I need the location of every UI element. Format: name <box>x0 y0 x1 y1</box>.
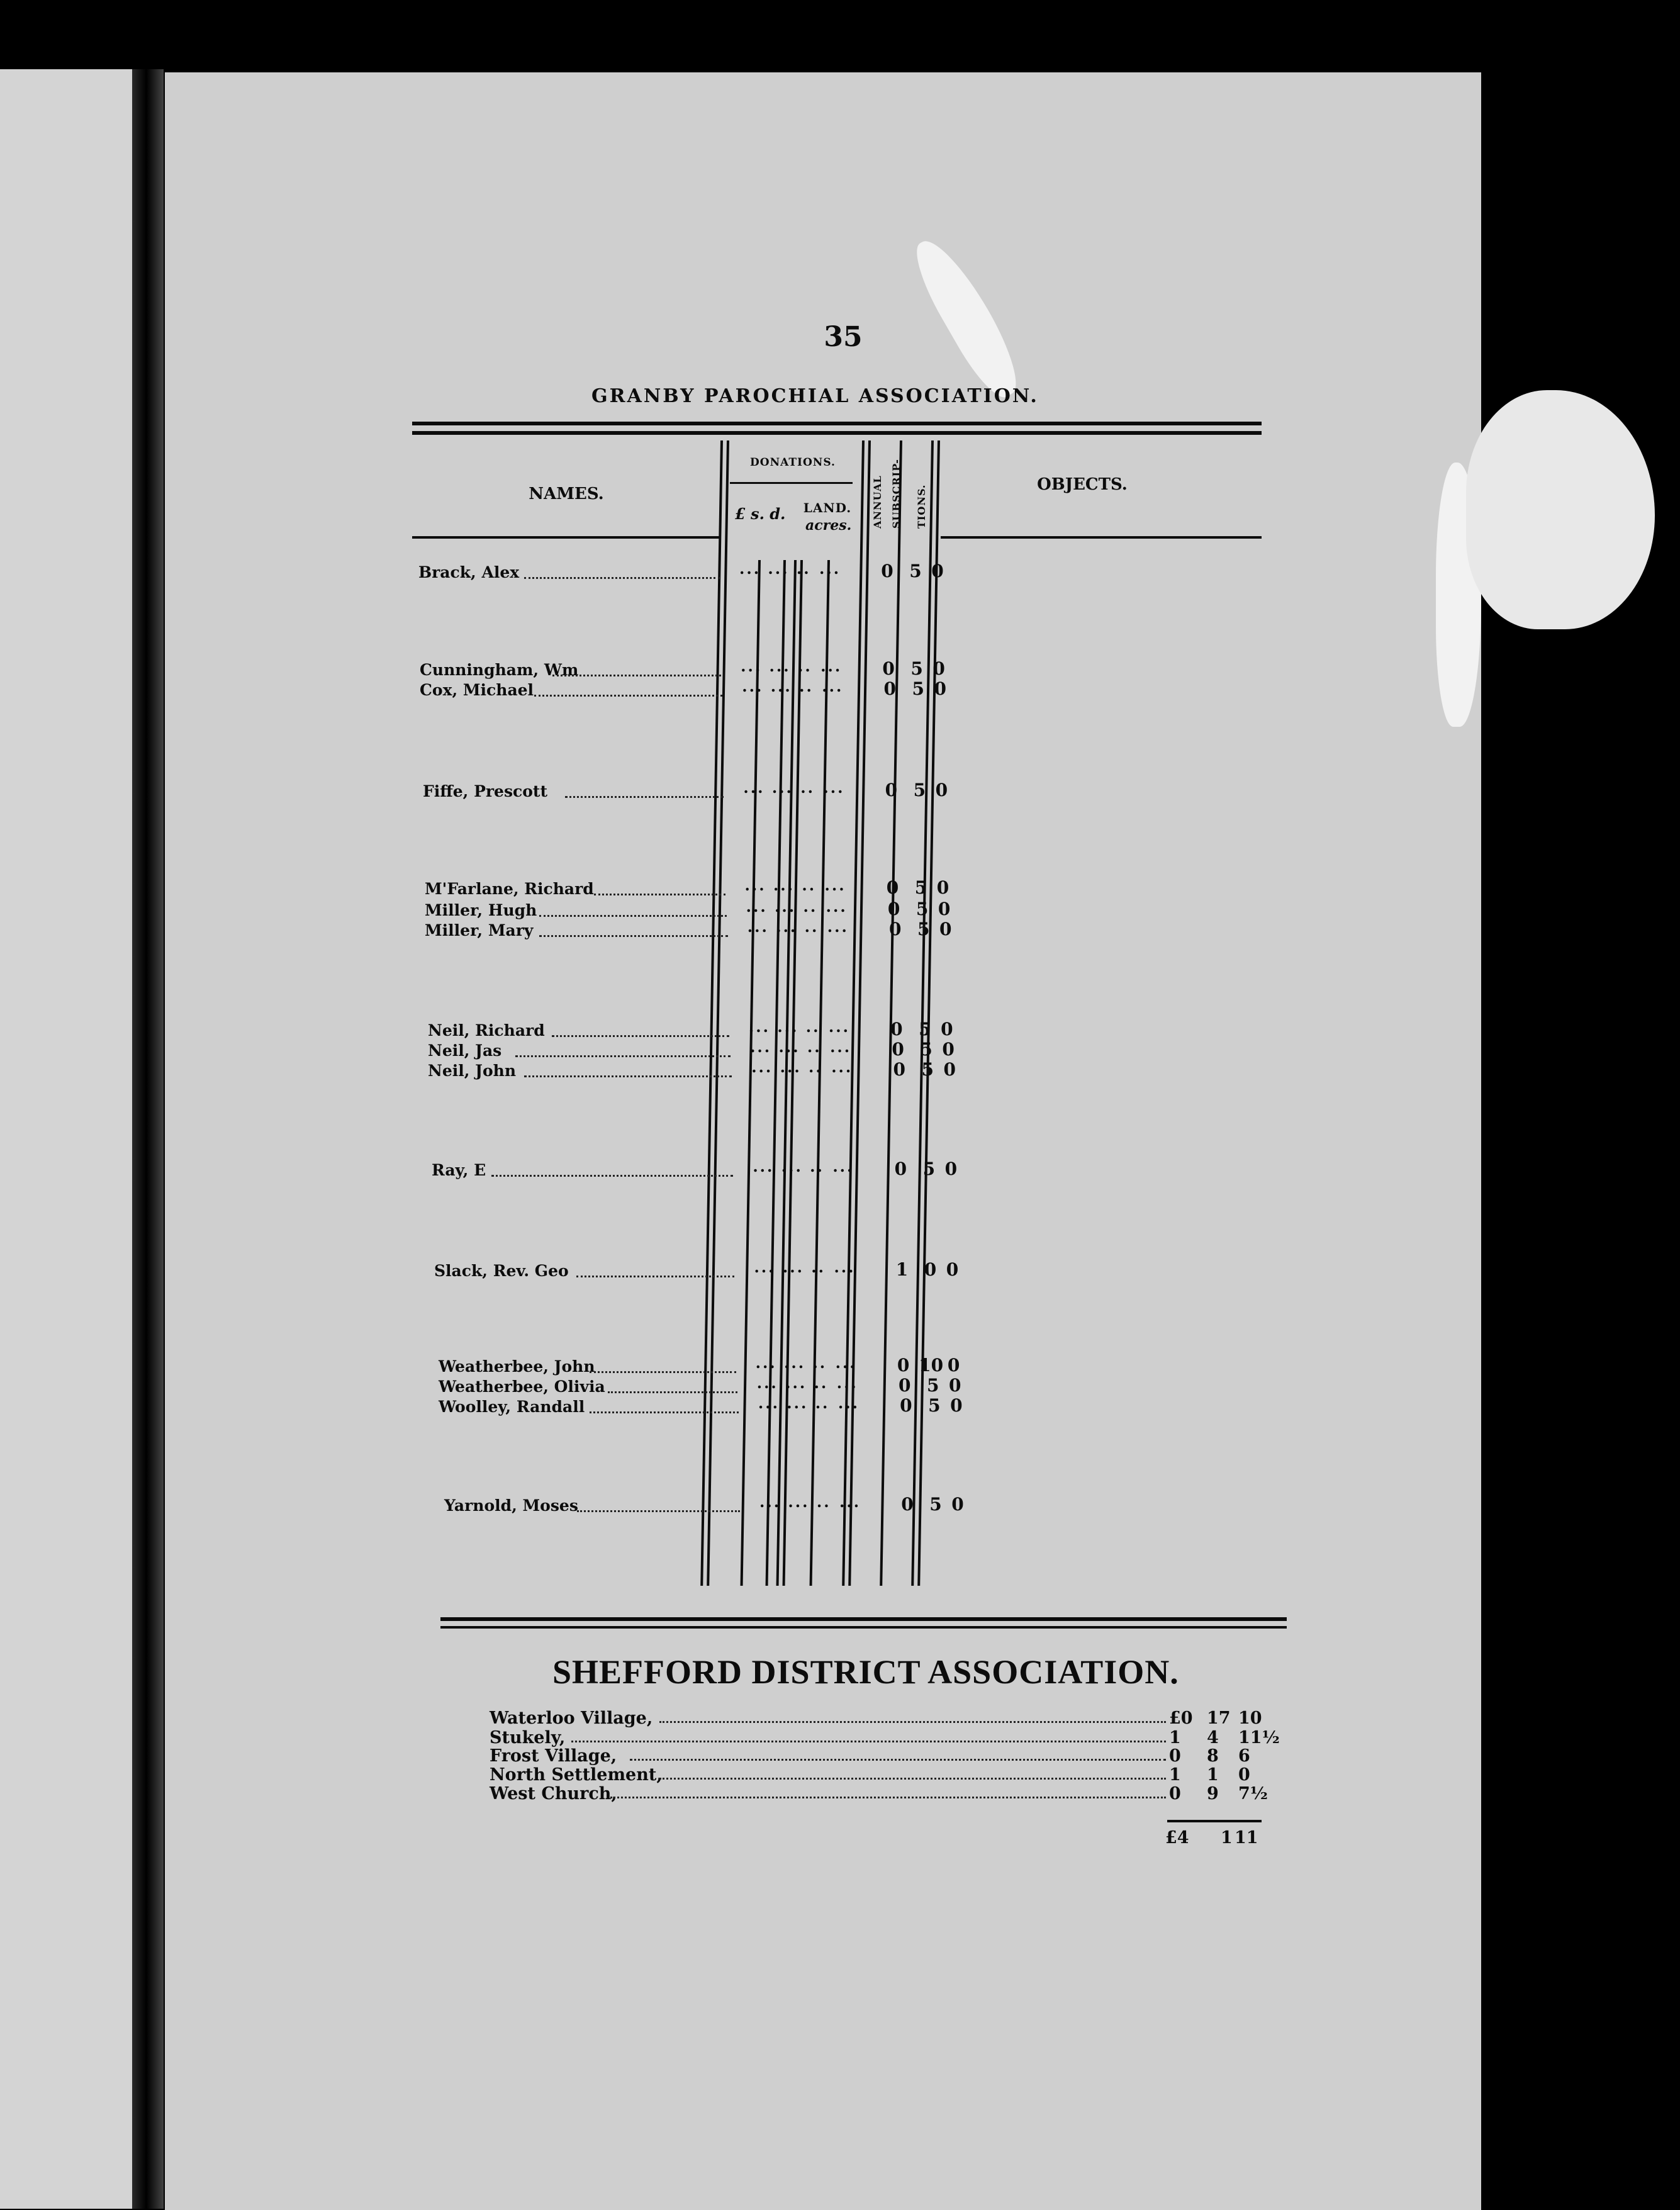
annual-pence: 0 <box>950 1395 963 1416</box>
annual-pence: 0 <box>939 919 952 940</box>
member-name: Weatherbee, Olivia <box>439 1377 605 1396</box>
annual-shillings: 10 <box>919 1355 944 1376</box>
district-row <box>490 1765 1263 1784</box>
table-row <box>418 559 972 585</box>
shefford-title: SHEFFORD DISTRICT ASSOCIATION. <box>552 1653 1179 1691</box>
table-row <box>439 1394 992 1419</box>
member-name: Weatherbee, John <box>439 1357 595 1376</box>
land-blank: ... <box>828 1018 850 1036</box>
dot-leader <box>590 1371 736 1373</box>
dot-leader <box>515 1055 731 1057</box>
annual-pounds: 0 <box>890 1019 903 1040</box>
donations-header: DONATIONS. <box>750 456 836 469</box>
donation-blank: ... ... .. <box>747 917 819 936</box>
place-name: Stukely, <box>490 1728 566 1747</box>
member-name: Neil, John <box>428 1062 517 1080</box>
dot-leader <box>565 796 724 798</box>
annual-pence: 0 <box>947 1355 960 1376</box>
dot-leader <box>608 1391 737 1393</box>
annual-pounds: 0 <box>894 1158 907 1179</box>
annual-pence: 0 <box>951 1494 964 1515</box>
annual-shillings: 0 <box>924 1259 937 1280</box>
dot-leader <box>594 894 725 895</box>
district-row <box>490 1708 1263 1727</box>
member-name: Cox, Michael <box>420 681 534 699</box>
annual-pence: 0 <box>934 678 946 699</box>
land-blank: ... <box>837 1394 860 1412</box>
annual-shillings: 5 <box>926 1375 939 1396</box>
district-row <box>490 1728 1280 1747</box>
land-blank: ... <box>827 917 849 936</box>
amount-shillings: 8 <box>1207 1746 1219 1766</box>
land-blank: ... <box>836 1374 858 1392</box>
table-row <box>428 1058 982 1083</box>
amount-pounds: 0 <box>1169 1784 1181 1803</box>
table-row <box>425 917 978 943</box>
annual-pence: 0 <box>931 561 944 581</box>
land-blank: ... <box>819 559 841 578</box>
tions-header: TIONS. <box>916 484 927 529</box>
annual-pence: 0 <box>944 1158 958 1179</box>
land-blank: ... <box>831 1058 853 1076</box>
land-blank: ... <box>823 778 845 797</box>
donation-blank: ... ... .. <box>753 1157 824 1175</box>
section-title: GRANBY PAROCHIAL ASSOCIATION. <box>591 385 1039 407</box>
subscrip-header: SUBSCRIP- <box>890 459 902 529</box>
shefford-total-pounds: £4 <box>1165 1828 1189 1848</box>
land-blank: ... <box>830 1038 852 1056</box>
land-blank: ... <box>834 1258 856 1276</box>
land-blank: ... <box>839 1493 861 1511</box>
annual-pence: 0 <box>932 658 945 679</box>
dot-leader <box>610 1797 1166 1798</box>
member-name: Ray, E <box>432 1161 486 1179</box>
annual-pence: 0 <box>936 877 949 898</box>
annual-pounds: 0 <box>897 1355 910 1376</box>
dot-leader <box>659 1721 1167 1723</box>
donation-blank: ... ... .. <box>742 677 814 695</box>
amount-shillings: 17 <box>1207 1708 1231 1728</box>
annual-pounds: 0 <box>887 899 900 919</box>
donation-blank: ... ... .. <box>755 1354 827 1372</box>
annual-shillings: 5 <box>922 1158 936 1179</box>
land-blank: ... <box>820 657 843 675</box>
dot-leader <box>539 915 727 917</box>
amount-pence: 7½ <box>1238 1784 1268 1803</box>
amount-pence: 10 <box>1238 1708 1262 1728</box>
names-header: NAMES. <box>529 485 604 503</box>
annual-pounds: 0 <box>900 1395 912 1416</box>
donation-blank: ... ... .. <box>751 1058 823 1076</box>
dot-leader <box>630 1759 1166 1761</box>
amount-pounds: 0 <box>1169 1746 1181 1766</box>
amount-pence: 6 <box>1238 1746 1250 1766</box>
annual-shillings: 5 <box>921 1059 934 1080</box>
member-name: Miller, Hugh <box>425 901 537 919</box>
district-row <box>490 1784 1268 1803</box>
annual-pounds: 0 <box>885 780 898 800</box>
annual-pounds: 0 <box>882 658 895 679</box>
place-name: North Settlement, <box>490 1765 663 1785</box>
annual-pence: 0 <box>943 1059 956 1080</box>
previous-page-edge <box>0 69 143 2209</box>
member-name: Yarnold, Moses <box>444 1496 578 1515</box>
amount-shillings: 1 <box>1207 1765 1219 1785</box>
annual-pounds: 0 <box>883 678 896 699</box>
member-name: M'Farlane, Richard <box>425 880 594 898</box>
district-row <box>490 1746 1263 1765</box>
annual-shillings: 5 <box>916 899 929 919</box>
land-header: LAND. <box>803 500 852 515</box>
annual-shillings: 5 <box>920 1039 932 1060</box>
donation-blank: ... ... .. <box>754 1258 826 1276</box>
donation-blank: ... ... .. <box>759 1493 831 1511</box>
annual-pounds: 0 <box>893 1059 905 1080</box>
annual-pounds: 1 <box>895 1259 909 1280</box>
donation-blank: ... ... .. <box>746 897 818 916</box>
annual-shillings: 5 <box>910 658 923 679</box>
land-blank: ... <box>835 1354 857 1372</box>
land-blank: ... <box>826 897 848 916</box>
annual-shillings: 5 <box>914 877 927 898</box>
dot-leader <box>571 1741 1166 1742</box>
donation-blank: ... ... .. <box>744 876 817 894</box>
acres-header: acres. <box>805 517 852 534</box>
amount-pence: 11½ <box>1238 1728 1280 1747</box>
annual-pence: 0 <box>946 1259 959 1280</box>
annual-pounds: 0 <box>886 877 899 898</box>
annual-pence: 0 <box>941 1019 953 1040</box>
member-name: Cunningham, Wm <box>420 661 579 679</box>
donation-blank: ... ... .. <box>750 1038 822 1056</box>
annual-pence: 0 <box>942 1039 955 1060</box>
dot-leader <box>552 1035 729 1037</box>
header-bottom-rule <box>941 536 1262 539</box>
place-name: Frost Village, <box>490 1746 617 1766</box>
dot-leader <box>552 675 721 676</box>
paper-tear <box>1466 390 1655 629</box>
donations-subrule <box>730 482 853 484</box>
table-row <box>425 876 978 901</box>
member-name: Miller, Mary <box>425 921 534 940</box>
annual-pence: 0 <box>938 899 951 919</box>
member-name: Neil, Richard <box>428 1021 545 1040</box>
dot-leader <box>590 1411 739 1413</box>
section-divider-rule <box>440 1626 1287 1629</box>
annual-shillings: 5 <box>913 780 926 800</box>
annual-pounds: 0 <box>881 561 893 581</box>
member-name: Brack, Alex <box>418 563 520 581</box>
objects-header: OBJECTS. <box>1037 475 1128 494</box>
land-blank: ... <box>824 876 846 894</box>
donation-blank: ... ... .. <box>756 1374 829 1392</box>
annual-pence: 0 <box>948 1375 961 1396</box>
table-row <box>432 1157 985 1182</box>
donation-blank: ... ... .. <box>743 778 815 797</box>
dot-leader <box>539 935 728 937</box>
shefford-total-rule <box>1167 1820 1262 1822</box>
amount-shillings: 9 <box>1207 1784 1219 1803</box>
book-gutter <box>132 69 164 2209</box>
annual-pounds: 0 <box>901 1494 914 1515</box>
land-blank: ... <box>832 1157 854 1175</box>
annual-shillings: 5 <box>928 1395 941 1416</box>
table-row <box>434 1258 988 1283</box>
donation-blank: ... ... .. <box>748 1018 820 1036</box>
paper-stain <box>904 230 1031 405</box>
annual-shillings: 5 <box>929 1494 942 1515</box>
member-name: Neil, Jas <box>428 1041 502 1060</box>
annual-header: ANNUAL <box>871 475 883 529</box>
annual-pounds: 0 <box>889 919 902 940</box>
page-number: 35 <box>824 321 863 353</box>
member-name: Slack, Rev. Geo <box>434 1262 569 1280</box>
place-name: Waterloo Village, <box>490 1708 653 1728</box>
place-name: West Church, <box>490 1784 617 1803</box>
member-name: Fiffe, Prescott <box>423 782 548 800</box>
annual-shillings: 5 <box>912 678 924 699</box>
annual-shillings: 5 <box>917 919 930 940</box>
amount-pounds: 1 <box>1169 1765 1181 1785</box>
donation-blank: ... ... .. <box>758 1394 830 1412</box>
donation-blank: ... ... .. <box>739 559 811 578</box>
annual-pounds: 0 <box>892 1039 904 1060</box>
dot-leader <box>577 1510 740 1512</box>
header-bottom-rule <box>412 536 720 539</box>
shefford-total-shillings: 1 <box>1221 1828 1233 1848</box>
amount-shillings: 4 <box>1207 1728 1219 1747</box>
member-name: Woolley, Randall <box>439 1398 585 1416</box>
section-divider-rule <box>440 1617 1287 1621</box>
dot-leader <box>491 1175 733 1177</box>
money-header: £ s. d. <box>735 505 786 523</box>
annual-pounds: 0 <box>898 1375 911 1396</box>
dot-leader <box>524 577 720 579</box>
dot-leader <box>534 695 722 697</box>
dot-leader <box>524 1075 732 1077</box>
header-double-rule <box>412 431 1262 435</box>
amount-pence: 0 <box>1238 1765 1250 1785</box>
amount-pounds: £0 <box>1169 1708 1193 1728</box>
table-row <box>420 677 973 702</box>
header-double-rule <box>412 422 1262 425</box>
annual-shillings: 5 <box>919 1019 931 1040</box>
annual-shillings: 5 <box>909 561 922 581</box>
table-row <box>444 1493 998 1518</box>
amount-pounds: 1 <box>1169 1728 1181 1747</box>
dot-leader <box>659 1778 1167 1780</box>
annual-pence: 0 <box>935 780 948 800</box>
land-blank: ... <box>822 677 844 695</box>
shefford-total-pence: 11 <box>1235 1828 1258 1848</box>
dot-leader <box>576 1276 735 1277</box>
donation-blank: ... ... .. <box>741 657 812 675</box>
table-row <box>423 778 977 804</box>
